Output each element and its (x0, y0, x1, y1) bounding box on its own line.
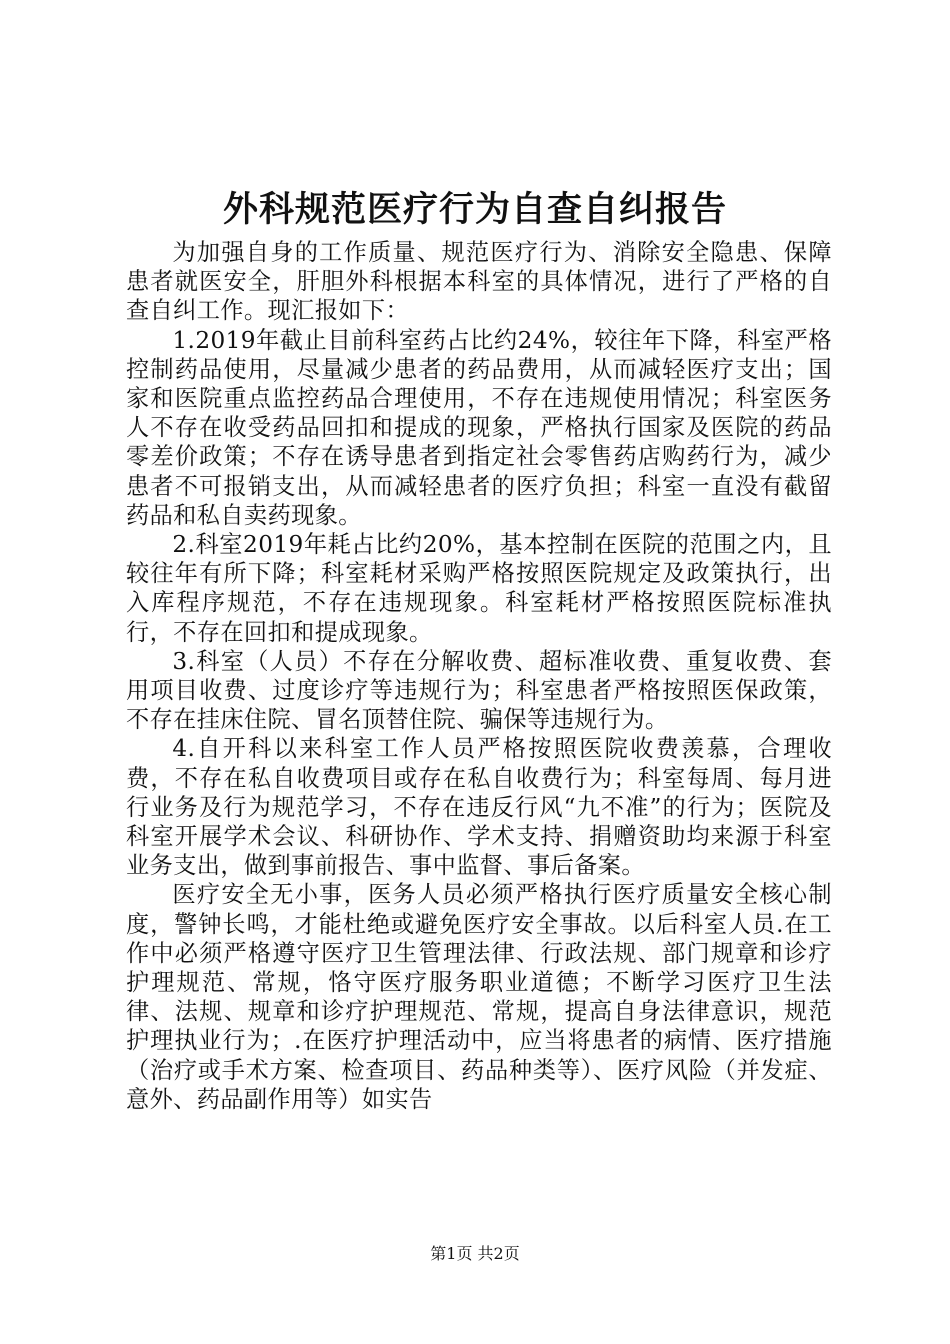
document-body (126, 238, 832, 1114)
paragraph-conclusion: 医疗安全无小事，医务人员必须严格执行医疗质量安全核心制度，警钟长鸣，才能杜绝或避免医疗安全事故。以后科室人员.在工作中必须严格遵守医疗卫生管理法律、行政法规、部门规章和诊疗护理规范、常规，恪守医疗服务职业道德；不断学习医疗卫生法律、法规、规章和诊疗护理规范、常规，提高自身法律意识，规范护理执业行为；.在医疗护理活动中，应当将患者的病情、医疗措施（治疗或手术方案、检查项目、药品种类等）、医疗风险（并发症、意外、药品副作用等）如实告 (126, 881, 832, 1113)
paragraph-item-1: 1.2019年截止目前科室药占比约24%，较往年下降，科室严格控制药品使用，尽量减少患者的药品费用，从而减轻医疗支出；国家和医院重点监控药品合理使用，不存在违规使用情况；科室医务人不存在收受药品回扣和提成的现象，严格执行国家及医院的药品零差价政策；不存在诱导患者到指定社会零售药店购药行为，减少患者不可报销支出，从而减轻患者的医疗负担；科室一直没有截留药品和私自卖药现象。 (126, 326, 832, 529)
paragraph-intro: 为加强自身的工作质量、规范医疗行为、消除安全隐患、保障患者就医安全，肝胆外科根据本科室的具体情况，进行了严格的自查自纠工作。现汇报如下： (126, 239, 832, 325)
page-number-footer: 第1页 共2页 (430, 1244, 520, 1263)
paragraph-item-3: 3.科室（人员）不存在分解收费、超标准收费、重复收费、套用项目收费、过度诊疗等违规行为；科室患者严格按照医保政策，不存在挂床住院、冒名顶替住院、骗保等违规行为。 (126, 647, 832, 734)
paragraph-item-4: 4.自开科以来科室工作人员严格按照医院收费羡慕，合理收费，不存在私自收费项目或存在私自收费行为；科室每周、每月进行业务及行为规范学习，不存在违反行风“九不准”的行为；医院及科室开展学术会议、科研协作、学术支持、捐赠资助均来源于科室业务支出，做到事前报告、事中监督、事后备案。 (126, 735, 832, 880)
paragraph-item-2: 2.科室2019年耗占比约20%，基本控制在医院的范围之内，且较往年有所下降；科室耗材采购严格按照医院规定及政策执行，出入库程序规范，不存在违规现象。科室耗材严格按照医院标准执行，不存在回扣和提成现象。 (126, 531, 832, 646)
document-title: 外科规范医疗行为自查自纠报告 (222, 189, 727, 230)
